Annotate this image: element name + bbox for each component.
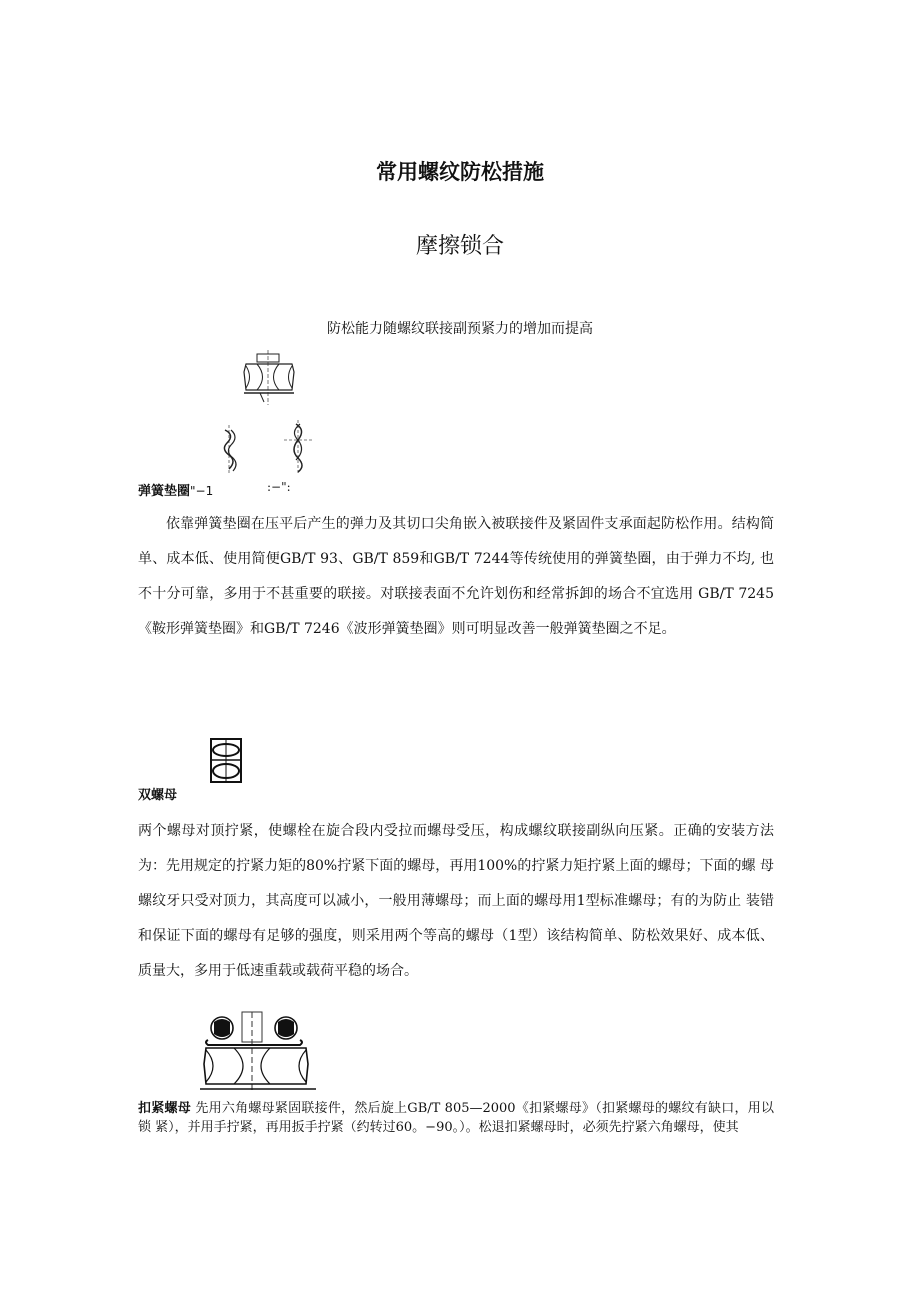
page-title: 常用螺纹防松措施 [376,160,544,184]
clamp-nut-paragraph [138,1099,774,1137]
spring-washer-label-text: 弹簧垫圈 [138,484,191,499]
spring-washer-label [138,480,213,499]
double-nut-paragraph: 两个螺母对顶拧紧，使螺栓在旋合段内受拉而螺母受压，构成螺纹联接副纵向压紧。正确的安装方法为：先用规定的拧紧力矩的80%拧紧下面的螺母，再用100%的拧紧力矩拧紧上面的螺母；下面的螺 母螺纹牙只受对顶力，其高度可以减小，一般用薄螺母；而上面的螺母用1型标准螺母；有的为防止 装错和保证下面的螺母有足够的强度，则采用两个等高的螺母（1型）该结构简单、防松效果好、成本低、质量大，多用于低速重载或载荷平稳的场合。 [138,823,774,979]
section-subtitle: 防松能力随螺纹联接副预紧力的增加而提高 [327,321,593,337]
spring-washer-figure-left [217,425,241,475]
spring-washer-paragraph: 依靠弹簧垫圈在压平后产生的弹力及其切口尖角嵌入被联接件及紧固件支承面起防松作用。结构简单、成本低、使用简便GB/T 93、GB/T 859和GB/T 7244等传统使用的弹簧垫圈，由于弹力不均, 也不十分可靠，多用于不甚重要的联接。对联接表面不允许划伤和经常拆卸的场合不宜选用 GB/T 7245《鞍形弹簧垫圈》和GB/T 7246《波形弹簧垫圈》则可明显改善一般弹簧垫圈之不足。 [138,516,774,637]
figure-mark-2: :−": [267,480,291,494]
clamp-nut-text: 先用六角螺母紧固联接件，然后旋上GB/T 805—2000《扣紧螺母》（扣紧螺母的螺纹有缺口，用以锁 紧），并用手拧紧，再用扳手拧紧（约转过60。−90。）。松退扣紧螺母时，必须先拧紧六角螺母，使其 [138,1101,774,1135]
clamp-nut-label: 扣紧螺母 [138,1101,191,1116]
double-nut-label: 双螺母 [138,788,178,803]
hex-nut-washer-figure [240,350,300,405]
clamp-nut-figure [200,1012,316,1092]
figure-mark-1: "−1 [190,484,214,498]
spring-washer-figure-right [284,420,314,475]
double-nut-figure [209,738,243,784]
section-title: 摩擦锁合 [415,234,504,259]
